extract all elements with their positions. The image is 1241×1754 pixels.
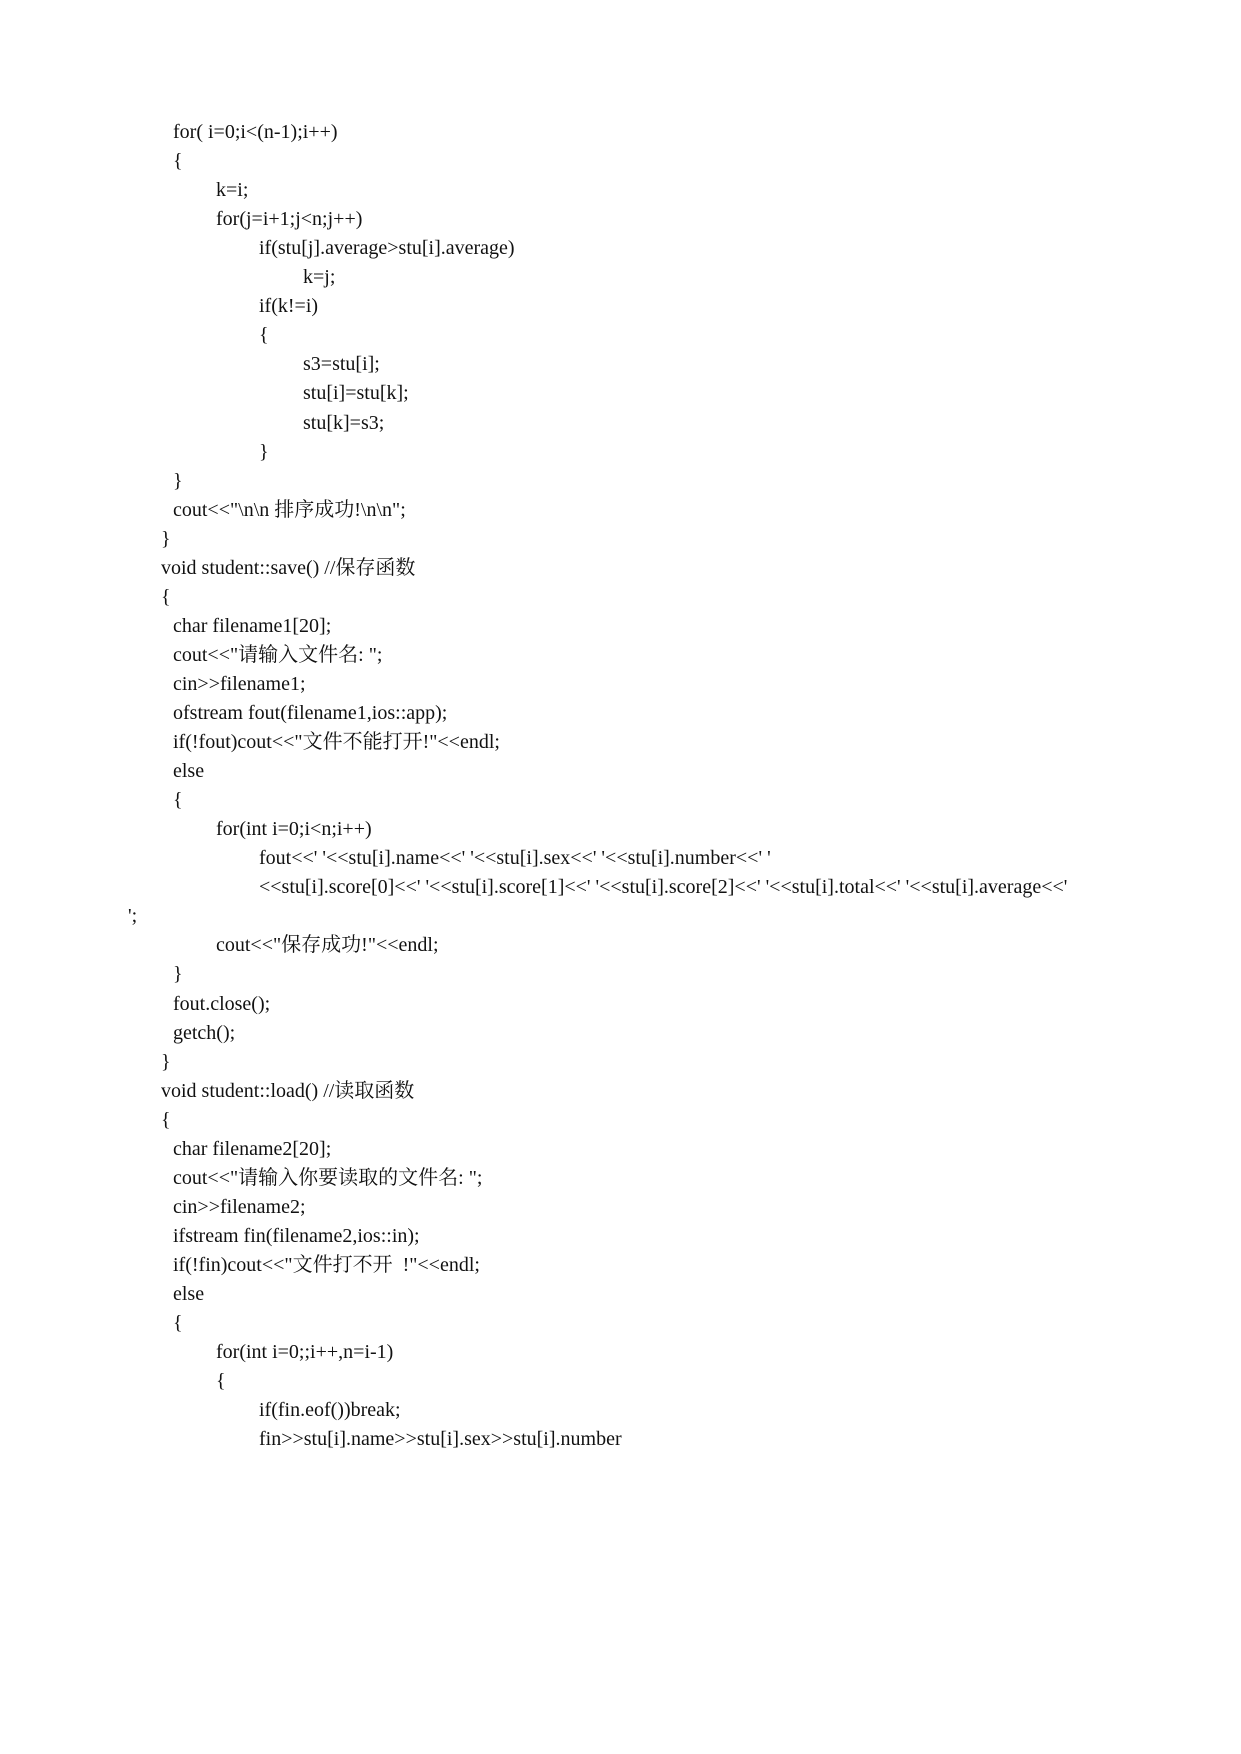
code-line: } — [259, 440, 269, 463]
code-line: void student::save() //保存函数 — [161, 556, 416, 579]
code-line: for(int i=0;;i++,n=i-1) — [216, 1341, 394, 1364]
code-line: '; — [128, 905, 138, 928]
code-line: { — [216, 1370, 226, 1393]
code-line: k=j; — [303, 266, 336, 289]
code-line: } — [173, 963, 183, 986]
code-line: for(int i=0;i<n;i++) — [216, 818, 372, 841]
code-line: char filename1[20]; — [173, 614, 332, 637]
code-line: { — [259, 324, 269, 347]
code-line: s3=stu[i]; — [303, 353, 380, 376]
code-line: if(stu[j].average>stu[i].average) — [259, 237, 515, 260]
code-line: for(j=i+1;j<n;j++) — [216, 208, 363, 231]
code-line: if(!fin)cout<<"文件打不开 !"<<endl; — [173, 1253, 480, 1276]
code-line: { — [173, 789, 183, 812]
code-line: getch(); — [173, 1021, 236, 1044]
code-line: ifstream fin(filename2,ios::in); — [173, 1224, 420, 1247]
code-line: } — [161, 527, 171, 550]
code-line: fout<<' '<<stu[i].name<<' '<<stu[i].sex<<' '<<stu[i].number<<' ' — [259, 847, 771, 870]
code-line: cout<<"请输入文件名: "; — [173, 643, 383, 666]
code-line: if(k!=i) — [259, 295, 319, 318]
code-line: for( i=0;i<(n-1);i++) — [173, 121, 338, 143]
code-line: fin>>stu[i].name>>stu[i].sex>>stu[i].number — [259, 1428, 622, 1451]
code-line: cout<<"\n\n 排序成功!\n\n"; — [173, 498, 406, 521]
code-line: if(fin.eof())break; — [259, 1399, 401, 1422]
code-line: <<stu[i].score[0]<<' '<<stu[i].score[1]<<' '<<stu[i].score[2]<<' '<<stu[i].total<<' '<<stu[i].average<<' — [259, 876, 1068, 899]
code-line: else — [173, 760, 205, 783]
code-line: else — [173, 1283, 205, 1305]
code-line: stu[k]=s3; — [303, 411, 385, 434]
code-line: void student::load() //读取函数 — [161, 1079, 415, 1102]
code-line: } — [173, 469, 183, 492]
code-line: } — [161, 1050, 171, 1073]
code-line: cout<<"保存成功!"<<endl; — [216, 934, 439, 957]
code-line: stu[i]=stu[k]; — [303, 382, 409, 405]
code-line: cin>>filename2; — [173, 1195, 306, 1218]
code-line: k=i; — [216, 179, 249, 202]
code-line: if(!fout)cout<<"文件不能打开!"<<endl; — [173, 731, 500, 754]
code-line: { — [161, 1108, 171, 1131]
code-line: { — [173, 150, 183, 173]
code-line: ofstream fout(filename1,ios::app); — [173, 702, 448, 724]
code-line: char filename2[20]; — [173, 1137, 332, 1160]
code-line: fout.close(); — [173, 992, 271, 1015]
code-line: cin>>filename1; — [173, 672, 306, 695]
code-line: { — [173, 1312, 183, 1335]
code-line: { — [161, 585, 171, 608]
code-line: cout<<"请输入你要读取的文件名: "; — [173, 1166, 483, 1189]
